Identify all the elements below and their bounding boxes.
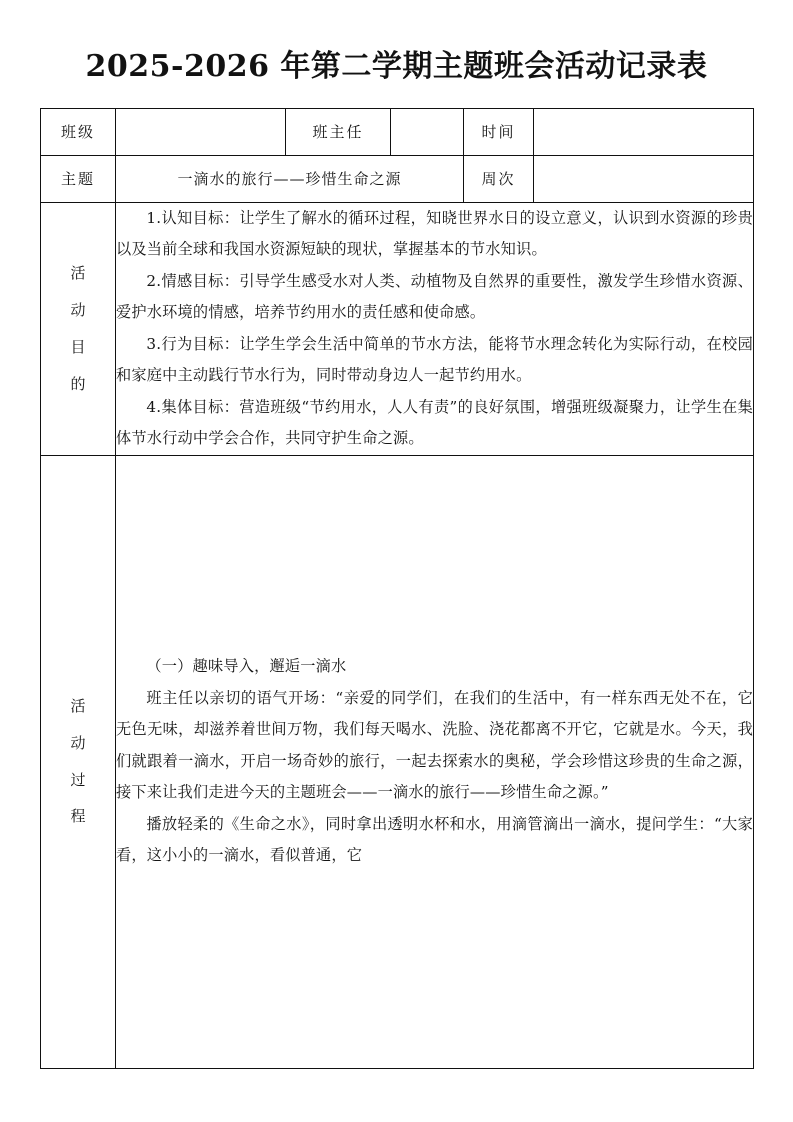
activity-purpose-label <box>41 203 116 456</box>
activity-process-paragraph: 播放轻柔的《生命之水》，同时拿出透明水杯和水，用滴管滴出一滴水，提问学生：“大家看，这小小的一滴水，看似普通，它 <box>116 814 753 865</box>
activity-process-label-char: 程 <box>70 807 86 826</box>
activity-process-content[interactable] <box>116 455 754 1068</box>
activity-process-paragraph: 班主任以亲切的语气开场：“亲爱的同学们，在我们的生活中，有一样东西无处不在，它无色无味，却滋养着世间万物，我们每天喝水、洗脸、浇花都离不开它，它就是水。今天，我们就跟着一滴水，开启一场奇妙的旅行，一起去探索水的奥秘，学会珍惜这珍贵的生命之源，接下来让我们走进今天的主题班会——一滴水的旅行——珍惜生命之源。” <box>116 688 753 802</box>
topic-value[interactable]: 一滴水的旅行——珍惜生命之源 <box>116 156 464 203</box>
activity-purpose-label-char: 目 <box>70 337 86 356</box>
activity-record-table <box>40 108 754 1069</box>
class-value[interactable] <box>116 109 286 156</box>
table-row-topic <box>41 156 754 203</box>
activity-purpose-label-char: 动 <box>70 301 86 320</box>
week-label: 周次 <box>464 156 534 203</box>
activity-purpose-paragraph: 3.行为目标：让学生学会生活中简单的节水方法，能将节水理念转化为实际行动，在校园和家庭中主动践行节水行为，同时带动身边人一起节约用水。 <box>116 334 753 385</box>
activity-purpose-label-char: 的 <box>70 374 86 393</box>
table-row-activity-process <box>41 455 754 1068</box>
activity-process-label-char: 过 <box>70 770 86 789</box>
activity-process-paragraph: （一）趣味导入，邂逅一滴水 <box>146 657 347 676</box>
table-row-activity-purpose <box>41 203 754 456</box>
activity-process-label <box>41 455 116 1068</box>
page-title: 2025-2026 年第二学期主题班会活动记录表 <box>85 49 708 84</box>
activity-purpose-paragraph: 1.认知目标：让学生了解水的循环过程，知晓世界水日的设立意义，认识到水资源的珍贵以及当前全球和我国水资源短缺的现状，掌握基本的节水知识。 <box>116 209 753 259</box>
class-label: 班级 <box>41 109 116 156</box>
activity-purpose-label-char: 活 <box>70 264 86 283</box>
head-teacher-value[interactable] <box>391 109 464 156</box>
time-value[interactable] <box>534 109 754 156</box>
activity-process-label-char: 动 <box>70 733 86 752</box>
time-label: 时间 <box>464 109 534 156</box>
activity-purpose-content[interactable] <box>116 203 754 456</box>
activity-purpose-paragraph: 4.集体目标：营造班级“节约用水，人人有责”的良好氛围，增强班级凝聚力，让学生在集体节水行动中学会合作，共同守护生命之源。 <box>116 397 753 448</box>
activity-process-label-char: 活 <box>70 697 86 716</box>
table-row-basic-info <box>41 109 754 156</box>
week-value[interactable] <box>534 156 754 203</box>
head-teacher-label: 班主任 <box>286 109 391 156</box>
topic-label: 主题 <box>41 156 116 203</box>
activity-purpose-paragraph: 2.情感目标：引导学生感受水对人类、动植物及自然界的重要性，激发学生珍惜水资源、爱护水环境的情感，培养节约用水的责任感和使命感。 <box>116 271 753 322</box>
